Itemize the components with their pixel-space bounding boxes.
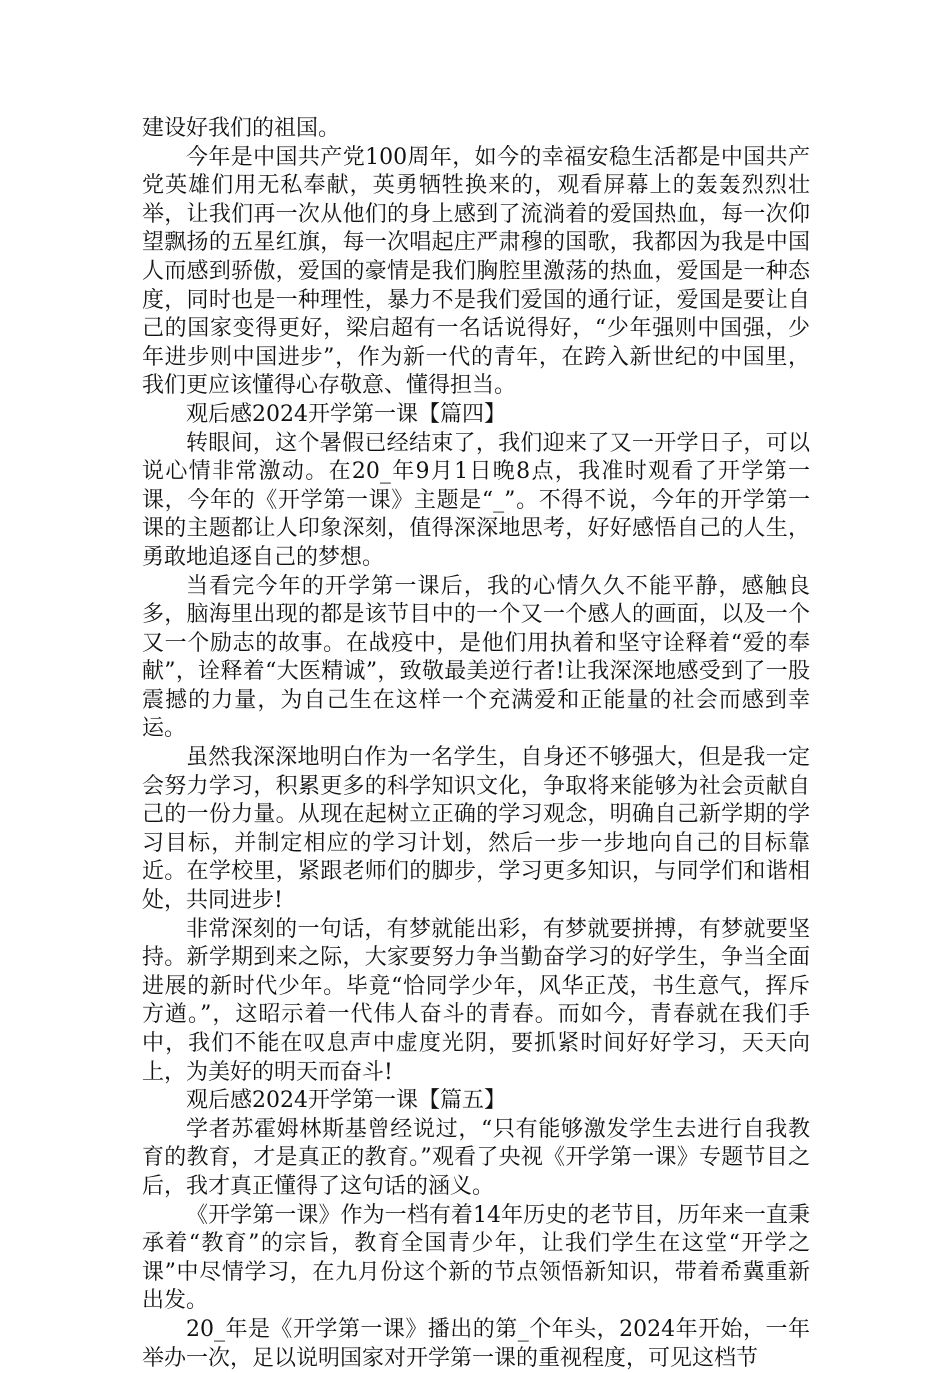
paragraph-6: 非常深刻的一句话，有梦就能出彩，有梦就要拼搏，有梦就要坚持。新学期到来之际，大家要努力争当勤奋学习的好学生，争当全面进展的新时代少年。毕竟“恰同学少年，风华正茂，书生意气，挥斥方遒。”，这昭示着一代伟人奋斗的青春。而如今，青春就在我们手中，我们不能在叹息声中虚度光阴，要抓紧时间好好学习，天天向上，为美好的明天而奋斗!	[142, 916, 810, 1085]
document-body	[142, 115, 810, 1373]
section-heading-part-5: 观后感2024开学第一课【篇五】	[186, 1088, 506, 1114]
paragraph-7: 学者苏霍姆林斯基曾经说过，“只有能够激发学生去进行自我教育的教育，才是真正的教育。”观看了央视《开学第一课》专题节目之后，我才真正懂得了这句话的涵义。	[142, 1116, 810, 1199]
paragraph-1: 建设好我们的祖国。	[142, 116, 341, 141]
section-heading-part-4: 观后感2024开学第一课【篇四】	[186, 401, 506, 427]
paragraph-2: 今年是中国共产党100周年，如今的幸福安稳生活都是中国共产党英雄们用无私奉献，英勇牺牲换来的，观看屏幕上的轰轰烈烈壮举，让我们再一次从他们的身上感到了流淌着的爱国热血，每一次仰望飘扬的五星红旗，每一次唱起庄严肃穆的国歌，我都因为我是中国人而感到骄傲，爱国的豪情是我们胸腔里激荡的热血，爱国是一种态度，同时也是一种理性，暴力不是我们爱国的通行证，爱国是要让自己的国家变得更好，梁启超有一名话说得好，“少年强则中国强，少年进步则中国进步”，作为新一代的青年，在跨入新世纪的中国里，我们更应该懂得心存敬意、懂得担当。	[142, 144, 810, 399]
paragraph-8: 《开学第一课》作为一档有着14年历史的老节目，历年来一直秉承着“教育”的宗旨，教育全国青少年，让我们学生在这堂“开学之课”中尽情学习，在九月份这个新的节点领悟新知识，带着希冀重新出发。	[142, 1202, 810, 1314]
paragraph-3: 转眼间，这个暑假已经结束了，我们迎来了又一开学日子，可以说心情非常激动。在20_年9月1日晚8点，我准时观看了开学第一课，今年的《开学第一课》主题是“_”。不得不说，今年的开学第一课的主题都让人印象深刻，值得深深地思考，好好感悟自己的人生，勇敢地追逐自己的梦想。	[142, 430, 810, 570]
paragraph-4: 当看完今年的开学第一课后，我的心情久久不能平静，感触良多，脑海里出现的都是该节目中的一个又一个感人的画面，以及一个又一个励志的故事。在战疫中，是他们用执着和坚守诠释着“爱的奉献”，诠释着“大医精诚”，致敬最美逆行者!让我深深地感受到了一股震撼的力量，为自己生在这样一个充满爱和正能量的社会而感到幸运。	[142, 573, 810, 742]
paragraph-9: 20_年是《开学第一课》播出的第_个年头，2024年开始，一年举办一次，足以说明国家对开学第一课的重视程度，可见这档节	[142, 1316, 810, 1371]
paragraph-5: 虽然我深深地明白作为一名学生，自身还不够强大，但是我一定会努力学习，积累更多的科学知识文化，争取将来能够为社会贡献自己的一份力量。从现在起树立正确的学习观念，明确自己新学期的学习目标，并制定相应的学习计划，然后一步一步地向自己的目标靠近。在学校里，紧跟老师们的脚步，学习更多知识，与同学们和谐相处，共同进步!	[142, 745, 810, 914]
